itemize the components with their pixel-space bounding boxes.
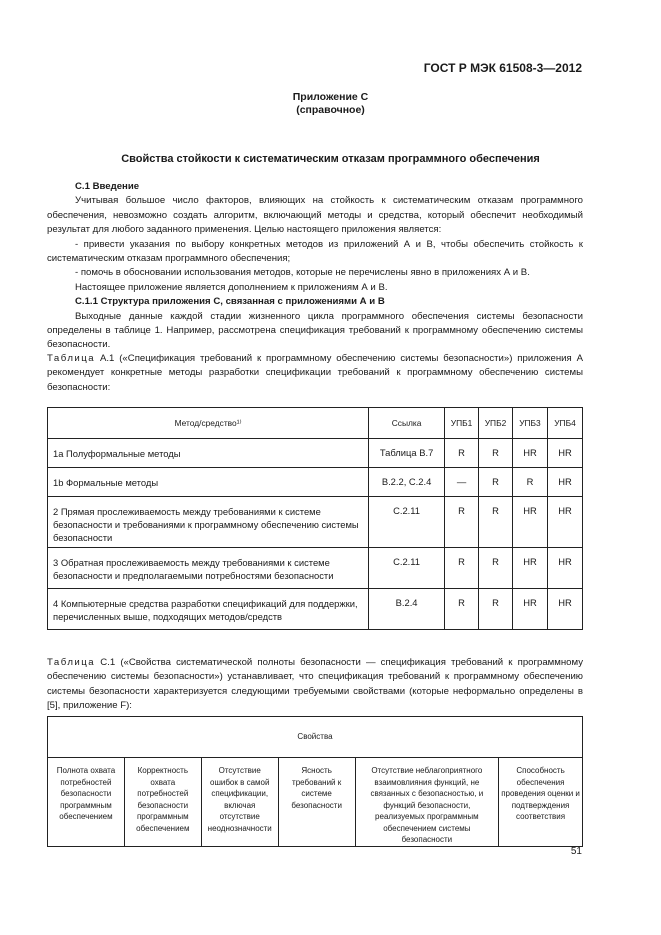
annex-subtitle: (справочное): [296, 104, 365, 116]
sil-cell: R: [479, 497, 513, 548]
table-row: [48, 589, 583, 630]
table-label: Таблица: [47, 657, 96, 668]
structure-heading: С.1.1 Структура приложения С, связанная с приложениями А и В: [75, 296, 385, 308]
method-cell: 2 Прямая прослеживаемость между требованиями к системе безопасности и требованиями к программному обеспечению системы безопасности: [48, 497, 369, 548]
reference-cell: В.2.4: [369, 589, 445, 630]
methods-table: [47, 407, 583, 630]
column-header: Метод/средство¹⁾: [48, 408, 369, 439]
property-cell: Ясность требований к системе безопасности: [278, 758, 355, 847]
table-row: [48, 439, 583, 468]
properties-header: Свойства: [48, 717, 583, 758]
properties-table: [47, 716, 583, 847]
sil-cell: R: [445, 497, 479, 548]
table-header-row: [48, 717, 583, 758]
sil-cell: HR: [512, 589, 547, 630]
method-cell: 3 Обратная прослеживаемость между требованиями к системе безопасности и предполагаемыми потребностями безопасности: [48, 548, 369, 589]
column-header: УПБ3: [512, 408, 547, 439]
table-header-row: [48, 408, 583, 439]
intro-paragraph-2: Настоящее приложение является дополнением к приложениям А и В.: [75, 281, 388, 293]
reference-cell: Таблица В.7: [369, 439, 445, 468]
sil-cell: R: [479, 439, 513, 468]
table-row: [48, 758, 583, 847]
intro-heading: С.1 Введение: [75, 181, 140, 192]
intro-bullet-1: - привести указания по выбору конкретных методов из приложений А и В, чтобы обеспечить стойкость к систематическим отказам программного обеспечения;: [47, 238, 583, 265]
property-cell: Полнота охвата потребностей безопасности программным обеспечением: [48, 758, 125, 847]
property-cell: Отсутствие неблагоприятного взаимовлияния функций, не связанных с безопасностью, и функций безопасности, реализуемых программным обеспечением системы безопасности: [355, 758, 499, 847]
sil-cell: HR: [547, 439, 582, 468]
column-header: УПБ4: [547, 408, 582, 439]
table-caption-text: А.1 («Спецификация требований к программному обеспечению системы безопасности») приложения А рекомендует конкретные методы разработки спецификации требований к программному обеспечению системы безопасности:: [47, 353, 583, 393]
sil-cell: R: [479, 548, 513, 589]
column-header: Ссылка: [369, 408, 445, 439]
sil-cell: HR: [547, 468, 582, 497]
reference-cell: С.2.11: [369, 497, 445, 548]
method-cell: 1а Полуформальные методы: [48, 439, 369, 468]
sil-cell: HR: [512, 497, 547, 548]
table-label: Таблица: [47, 353, 96, 364]
table-row: [48, 548, 583, 589]
reference-cell: С.2.11: [369, 548, 445, 589]
annex-label: Приложение С: [292, 91, 369, 103]
sil-cell: R: [479, 468, 513, 497]
table-row: [48, 468, 583, 497]
sil-cell: HR: [512, 439, 547, 468]
section-title: Свойства стойкости к систематическим отказам программного обеспечения: [121, 153, 540, 165]
intro-bullet-2: - помочь в обосновании использования методов, которые не перечислены явно в приложениях А и В.: [75, 267, 530, 279]
standard-code: ГОСТ Р МЭК 61508-3—2012: [423, 61, 582, 75]
table-a1-caption: [47, 352, 583, 395]
column-header: УПБ1: [445, 408, 479, 439]
annex-title: [0, 91, 661, 117]
sil-cell: —: [445, 468, 479, 497]
method-cell: 4 Компьютерные средства разработки спецификаций для поддержки, перечисленных выше, подходящих методов/средств: [48, 589, 369, 630]
page-number: 51: [570, 846, 582, 857]
property-cell: Способность обеспечения проведения оценки и подтверждения соответствия: [499, 758, 583, 847]
sil-cell: R: [445, 548, 479, 589]
table-c1-caption: [47, 656, 583, 714]
reference-cell: В.2.2, С.2.4: [369, 468, 445, 497]
sil-cell: R: [445, 589, 479, 630]
intro-paragraph: Учитывая большое число факторов, влияющих на стойкость к систематическим отказам программного обеспечения, невозможно создать алгоритм, включающий методы и средства, который обеспечит необходимый результат для любого заданного применения. Целью настоящего приложения является:: [47, 195, 583, 236]
sil-cell: R: [512, 468, 547, 497]
sil-cell: R: [445, 439, 479, 468]
sil-cell: HR: [547, 497, 582, 548]
sil-cell: HR: [512, 548, 547, 589]
sil-cell: R: [479, 589, 513, 630]
property-cell: Отсутствие ошибок в самой спецификации, включая отсутствие неоднозначности: [201, 758, 278, 847]
sil-cell: HR: [547, 589, 582, 630]
method-cell: 1b Формальные методы: [48, 468, 369, 497]
structure-paragraph: Выходные данные каждой стадии жизненного цикла программного обеспечения системы безопасности определены в таблице 1. Например, рассмотрена спецификация требований к программному обеспечению системы безопасности.: [47, 310, 583, 351]
table-caption-text: С.1 («Свойства систематической полноты безопасности — спецификация требований к программному обеспечению системы безопасности») устанавливает, что спецификация требований к программному обеспечению системы безопасности характеризуется следующими требуемыми свойствами (которые неформально определены в [5], приложение F):: [47, 657, 583, 712]
column-header: УПБ2: [479, 408, 513, 439]
sil-cell: HR: [547, 548, 582, 589]
property-cell: Корректность охвата потребностей безопасности программным обеспечением: [124, 758, 201, 847]
table-row: [48, 497, 583, 548]
introduction-block: [47, 180, 583, 353]
